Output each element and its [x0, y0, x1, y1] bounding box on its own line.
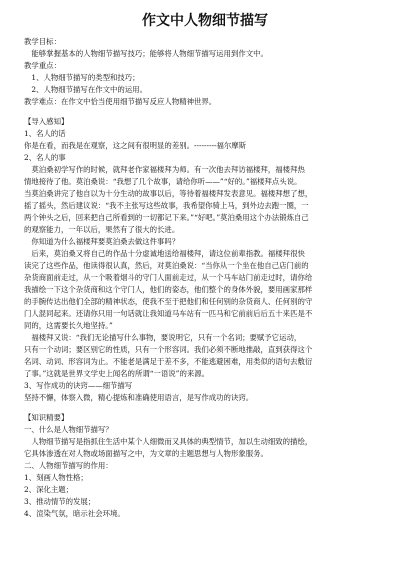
- page-title: 作文中人物细节描写: [142, 13, 268, 29]
- key-point-1: 1、人物细节描写的类型和技巧；: [24, 73, 140, 82]
- spacer: [24, 108, 386, 116]
- secret-text: 坚持不懈，体察入微，精心提炼和准确使用语言，是写作成功的诀窍。: [24, 393, 254, 402]
- story-line: 我描绘一下这个杂货商和这个守门人，他们的姿态，他们整个的身体外貌，要用画家那样: [24, 285, 313, 294]
- story-line: 后来，莫泊桑又将自己的作品十分虚诚地送给福楼拜，请这位前辈指教。福楼拜很快: [24, 249, 305, 258]
- function-item: 1、刻画人物性格；: [24, 473, 88, 482]
- document-body: [24, 36, 386, 520]
- story-line: 只有一个动词；要区别它的性质，只有一个形容词。我们必须不断地推敲，直到获得这个: [24, 345, 313, 354]
- subheading-functions: 二、人物细节描写的作用：: [24, 461, 113, 470]
- story-line: 杂货商面前走过，从一个吸着烟斗的守门人面前走过，从一个马车站门前走过时，请你给: [24, 273, 313, 282]
- section-label-goals: 教学目标：: [24, 37, 61, 46]
- function-item: 4、渲染气氛，暗示社会环境。: [24, 509, 125, 518]
- quote-text: 你是在看，而我是在观察，这之间有很明显的差别。---------福尔摩斯: [24, 141, 247, 150]
- difficulty-text: 教学难点：在作文中恰当使用细节描写反应人物精神世界。: [24, 97, 217, 106]
- goal-text: 能够掌握基本的人物细节描写技巧；能够将人物细节描写运用到作文中。: [24, 49, 268, 58]
- story-line: 读完了这些作品，他读得很认真，然后，对莫泊桑说：“当你从一个坐在他自己店门前的: [24, 261, 309, 270]
- story-line: 了事。”这就是世界文学史上闻名的所谓“一语说”的来源。: [24, 369, 210, 378]
- definition-line: 它具体渗透在对人物或场面描写之中，为文章的主题思想与人物形象服务。: [24, 449, 268, 458]
- story-line: 的手腕传达出他们全部的精神状态，使我不至于把他们和任何别的杂货商人、任何别的守: [24, 297, 313, 306]
- story-line: 福楼拜又说：“我们无论描写什么事物，要说明它，只有一个名词；要赋予它运动，: [24, 333, 302, 342]
- story-line: 情地接待了他。莫泊桑说：“我想了几个故事，请给你听——”“好的。”福楼拜点头说。: [24, 177, 302, 186]
- function-item: 3、推动情节的发展；: [24, 497, 96, 506]
- subheading-quote: 1、名人的话: [24, 129, 66, 138]
- question-line: 你知道为什么福楼拜要莫泊桑去做这件事吗？: [24, 237, 180, 246]
- subheading-secret: 3、写作成功的诀窍——细节描写: [24, 381, 133, 390]
- section-heading-knowledge: 【知识精要】: [24, 413, 69, 422]
- subheading-what-is: 一、什么是人物细节描写？: [24, 425, 113, 434]
- story-line: 的观察能力，一年以后，果然有了很大的长进。: [24, 225, 180, 234]
- story-line: 两个钟头之后，回来把自己所看到的一切都记下来。”“好吧。”莫泊桑用这个办法锻炼自己: [24, 213, 309, 222]
- function-item: 2、深化主题；: [24, 485, 74, 494]
- subheading-story: 2、名人的事: [24, 153, 66, 162]
- spacer: [24, 404, 386, 412]
- definition-line: 人物细节描写是指抓住生活中某个人细微而又具体的典型情节，加以生动细致的描绘，: [24, 437, 313, 446]
- section-label-key-points: 教学重点：: [24, 61, 61, 70]
- story-line: 莫泊桑初学写作的时候，就拜老作家福楼拜为师。有一次他去拜访福楼拜，福楼拜热: [24, 165, 305, 174]
- story-line: 同的，这需要长久地坚持。”: [24, 321, 113, 330]
- story-line: 门人混同起来。还请你只用一句话就让我知道马车站有一匹马和它前前后后五十来匹是不: [24, 309, 313, 318]
- story-line: 当莫泊桑讲完了他自以为十分生动的故事以后，等待着福楼拜发表意见。福楼拜想了想，: [24, 189, 313, 198]
- story-line: 摇了摇头，然后建议说：“我不主张写这些故事，我希望你骑上马，到外边去跑一圈，一: [24, 201, 309, 210]
- story-line: 名词、动词、形容词为止。不能老是满足于差不多，不能逃避困难，用类似的语句去敷衍: [24, 357, 313, 366]
- section-heading-intro: 【导入感知】: [24, 117, 69, 126]
- key-point-2: 2、人物细节描写在作文中的运用。: [24, 85, 147, 94]
